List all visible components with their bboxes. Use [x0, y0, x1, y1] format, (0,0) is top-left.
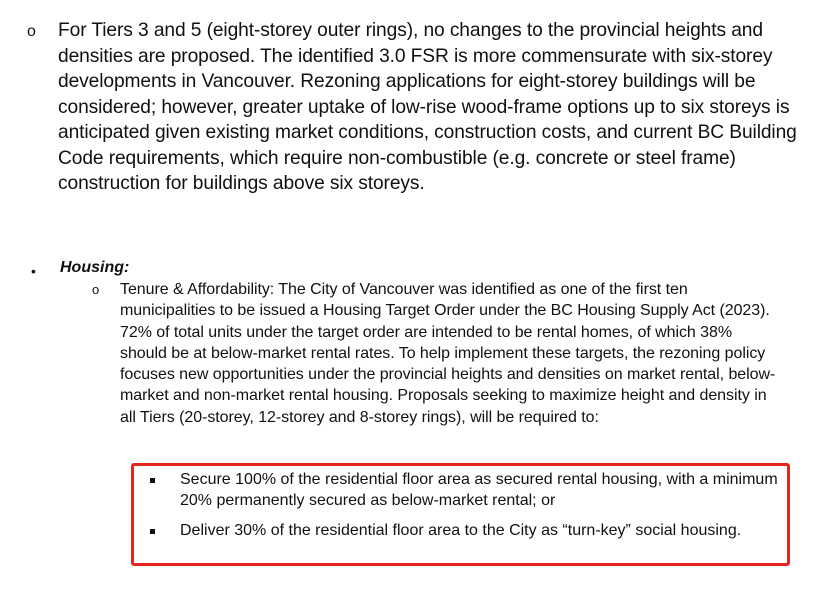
- hollow-circle-bullet: o: [92, 282, 100, 297]
- hollow-circle-bullet: o: [27, 23, 36, 40]
- tenure-affordability-paragraph: Tenure & Affordability: The City of Vancouver was identified as one of the first ten municipalities to be issued a Housing Target Order under the BC Housing Supply Act (2023). 72% of total units under the target order are intended to be rental homes, of which 38% should be at below-market rental rates. To help implement these targets, the rezoning policy focuses new opportunities under the provincial heights and densities on market rental, below-market and non-market rental housing. Proposals seeking to maximize height and density in all Tiers (20-storey, 12-storey and 8-storey rings), will be required to:: [120, 281, 776, 426]
- disc-bullet: •: [31, 263, 36, 279]
- square-bullet-icon: [150, 478, 155, 483]
- tiers-3-5-paragraph: For Tiers 3 and 5 (eight-storey outer rings), no changes to the provincial heights and densities are proposed. The identified 3.0 FSR is more commensurate with six-storey developments in Vancouver. Rezoning applications for eight-storey buildings will be considered; however, greater uptake of low-rise wood-frame options up to six storeys is anticipated given existing market conditions, construction costs, and current BC Building Code requirements, which require non-combustible (e.g. concrete or steel frame) construction for buildings above six storeys.: [58, 20, 797, 194]
- square-bullet-icon: [150, 529, 155, 534]
- housing-heading: Housing:: [60, 259, 130, 276]
- requirement-item: Secure 100% of the residential floor area as secured rental housing, with a minimum 20% permanently secured as below-market rental; or: [180, 471, 778, 509]
- requirement-item: Deliver 30% of the residential floor area to the City as “turn-key” social housing.: [180, 522, 742, 539]
